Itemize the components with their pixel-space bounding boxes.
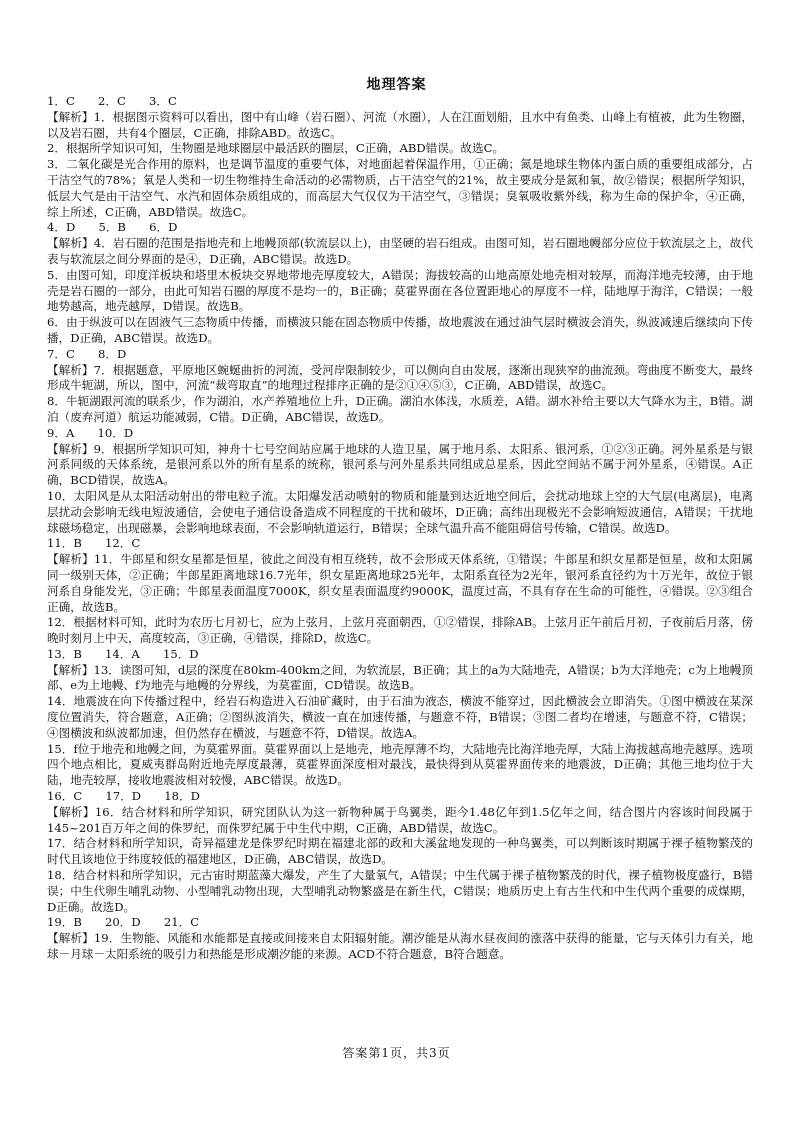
answer-line: 16．C 17．D 18．D — [47, 789, 200, 804]
analysis-paragraph: 10．太阳风是从太阳活动射出的带电粒子流。太阳爆发活动喷射的物质和能量到达近地空间后，会扰动地球上空的大气层(电离层)，电离层扰动会影响无线电短波通信，会使电子通信设备造成不同程度的干扰和破坏，D正确；高纬出现极光不会影响短波通信，A错误；干扰地球磁场稳定，出现磁暴，会影响地球表面，不会影响轨道运行，B错误；全球气温升高不能阻碍信号传输，C错误。故选D。 — [47, 488, 753, 535]
analysis-paragraph: 【解析】1．根据图示资料可以看出，图中有山峰（岩石圈）、河流（水圈），人在江面划船，且水中有鱼类、山峰上有植被，此为生物圈，以及岩石圈，共有4个圈层，C正确，排除ABD。故选C。 — [47, 109, 753, 140]
analysis-paragraph: 【解析】13．读图可知，d层的深度在80km-400km之间，为软流层，B正确；其上的a为大陆地壳，A错误；b为大洋地壳；c为上地幔顶部、e为上地幔、f为地壳与地幔的分界线，为莫霍面，CD错误。故选B。 — [47, 662, 753, 693]
analysis-paragraph: 【解析】11．牛郎星和织女星都是恒星，彼此之间没有相互绕转，故不会形成天体系统，①错误；牛郎星和织女星都是恒星，故和太阳属同一级别天体，②正确；牛郎星距离地球16.7光年，织女星距离地球25光年，太阳系直径为2光年，银河系直径约为十万光年，故位于银河系自身能发光，③正确；牛郎星表面温度7000K，织女星表面温度约9000K，温度过高，不具有存在生命的可能性，④错误。②③组合正确，故选B。 — [47, 552, 753, 614]
analysis-paragraph: 8．牛轭湖跟河流的联系少，作为湖泊，水产养殖地位上升，D正确。湖泊水体浅，水质差，A错。湖水补给主要以大气降水为主，B错。湖泊（废弃河道）航运功能减弱，C错。D正确，ABC错误，故选D。 — [47, 394, 754, 424]
analysis-paragraph: 14．地震波在向下传播过程中，经岩石构造进入石油矿藏时，由于石油为液态，横波不能穿过，因此横波会立即消失。①图中横波在某深度位置消失，符合题意，A正确；②图纵波消失，横波一直在加速传播，与题意不符，B错误；③图二者均在增速，与题意不符，C错误；④图横波和纵波都加速，但仍然存在横波，与题意不符，D错误。故选A。 — [47, 694, 753, 740]
analysis-paragraph: 【解析】16．结合材料和所学知识，研究团队认为这一新物种属于鸟翼类，距今1.48亿年到1.5亿年之间，结合图片内容该时间段属于145~201百万年之间的侏罗纪，而侏罗纪属于中生代中期，C正确，ABD错误，故选C。 — [47, 804, 753, 835]
analysis-paragraph: 17．结合材料和所学知识，奇异福建龙是侏罗纪时期在福建北部的政和大溪盆地发现的一种鸟翼类，可以判断该时期属于裸子植物繁茂的时代且该地位于纬度较低的福建地区，D正确，ABC错误，故选D。 — [47, 836, 753, 867]
analysis-paragraph: 5．由图可知，印度洋板块和塔里木板块交界地带地壳厚度较大，A错误；海拔较高的山地高原处地壳相对较厚，而海洋地壳较薄，由于地壳是岩石圈的一部分，由此可知岩石圈的厚度不是均一的，B正确；莫霍界面在各位置距地心的厚度不一样，陆地厚于海洋，C错误；一般地势越高，地壳越厚，D错误。故选B。 — [47, 267, 753, 314]
answer-line: 4．D 5．B 6．D — [47, 220, 178, 235]
analysis-paragraph: 【解析】9．根据所学知识可知，神舟十七号空间站应属于地球的人造卫星，属于地月系、太阳系、银河系，①②③正确。河外星系是与银河系同级的天体系统，是银河系以外的所有星系的统称，银河系与河外星系共同组成总星系，因此空间站不属于河外星系，④错误。A正确，BCD错误，故选A。 — [47, 441, 753, 488]
page-title: 地理答案 — [366, 77, 427, 93]
analysis-paragraph: 【解析】4．岩石圈的范围是指地壳和上地幔顶部(软流层以上)，由坚硬的岩石组成。由图可知，岩石圈地幔部分应位于软流层之上，故代表与软流层之间分界面的是④，D正确，ABC错误。故选D。 — [47, 236, 753, 266]
answer-body — [47, 94, 753, 963]
analysis-paragraph: 12．根据材料可知，此时为农历七月初七，应为上弦月，上弦月亮面朝西，①②错误，排除AB。上弦月正午前后月初，子夜前后月落，傍晚时刻月上中天，高度较高，③正确，④错误，排除D，故选C。 — [47, 615, 753, 646]
analysis-paragraph: 2．根据所学知识可知，生物圈是地球圈层中最活跃的圈层，C正确，ABD错误。故选C。 — [47, 141, 505, 156]
analysis-paragraph: 3．二氧化碳是光合作用的原料，也是调节温度的重要气体，对地面起着保温作用，①正确；氮是地球生物体内蛋白质的重要组成部分，占干洁空气的78%；氧是人类和一切生物维持生命活动的必需物质，占干洁空气的21%，故主要成分是氮和氧，故②错误；根据所学知识，低层大气是由干洁空气、水汽和固体杂质组成的，而高层大气仅仅为干洁空气，③错误；臭氧吸收紫外线，称为生命的保护伞，④正确，综上所述，C正确，ABD错误。故选C。 — [47, 157, 753, 219]
analysis-paragraph: 18．结合材料和所学知识，元古宙时期蓝藻大爆发，产生了大量氧气，A错误；中生代属于裸子植物繁茂的时代，裸子植物极度盛行，B错误；中生代卵生哺乳动物、小型哺乳动物出现，大型哺乳动物繁盛是在新生代，C错误；地质历史上有古生代和中生代两个重要的成煤期，D正确。故选D。 — [47, 868, 753, 914]
analysis-paragraph: 15．f位于地壳和地幔之间，为莫霍界面。莫霍界面以上是地壳，地壳厚薄不均，大陆地壳比海洋地壳厚，大陆上海拔越高地壳越厚。选项四个地点相比，夏威夷群岛附近地壳厚度最薄，莫霍界面深度相对最浅，最快得到从莫霍界面传来的地震波，D正确；其他三地均位于大陆，地壳较厚，接收地震波相对较慢，ABC错误。故选D。 — [47, 741, 753, 788]
answer-line: 11．B 12．C — [47, 536, 141, 551]
answer-line: 9．A 10．D — [47, 425, 134, 440]
page-footer: 答案第1页，共3页 — [342, 1046, 451, 1060]
analysis-paragraph: 【解析】19．生物能、风能和水能都是直接或间接来自太阳辐射能。潮汐能是从海水昼夜间的涨落中获得的能量，它与天体引力有关，地球－月球－太阳系统的吸引力和热能是形成潮汐能的来源。ACD不符合题意，B符合题意。 — [47, 931, 753, 962]
answer-line: 19．B 20．D 21．C — [47, 915, 200, 930]
answer-line: 7．C 8．D — [47, 346, 127, 361]
answer-line: 13．B 14．A 15．D — [47, 646, 199, 661]
analysis-paragraph: 6．由于纵波可以在固液气三态物质中传播，而横波只能在固态物质中传播，故地震波在通过油气层时横波会消失，纵波减速后继续向下传播，D正确，ABC错误。故选D。 — [47, 315, 753, 345]
analysis-paragraph: 【解析】7．根据题意，平原地区蜿蜒曲折的河流，受河岸限制较少，可以侧向自由发展，逐渐出现狭窄的曲流颈。弯曲度不断变大，最终形成牛轭湖，所以，图中，河流“裁弯取直”的地理过程排序正确的是②①④⑤③，C正确，ABD错误，故选C。 — [47, 362, 753, 393]
answer-line: 1．C 2．C 3．C — [47, 94, 177, 108]
